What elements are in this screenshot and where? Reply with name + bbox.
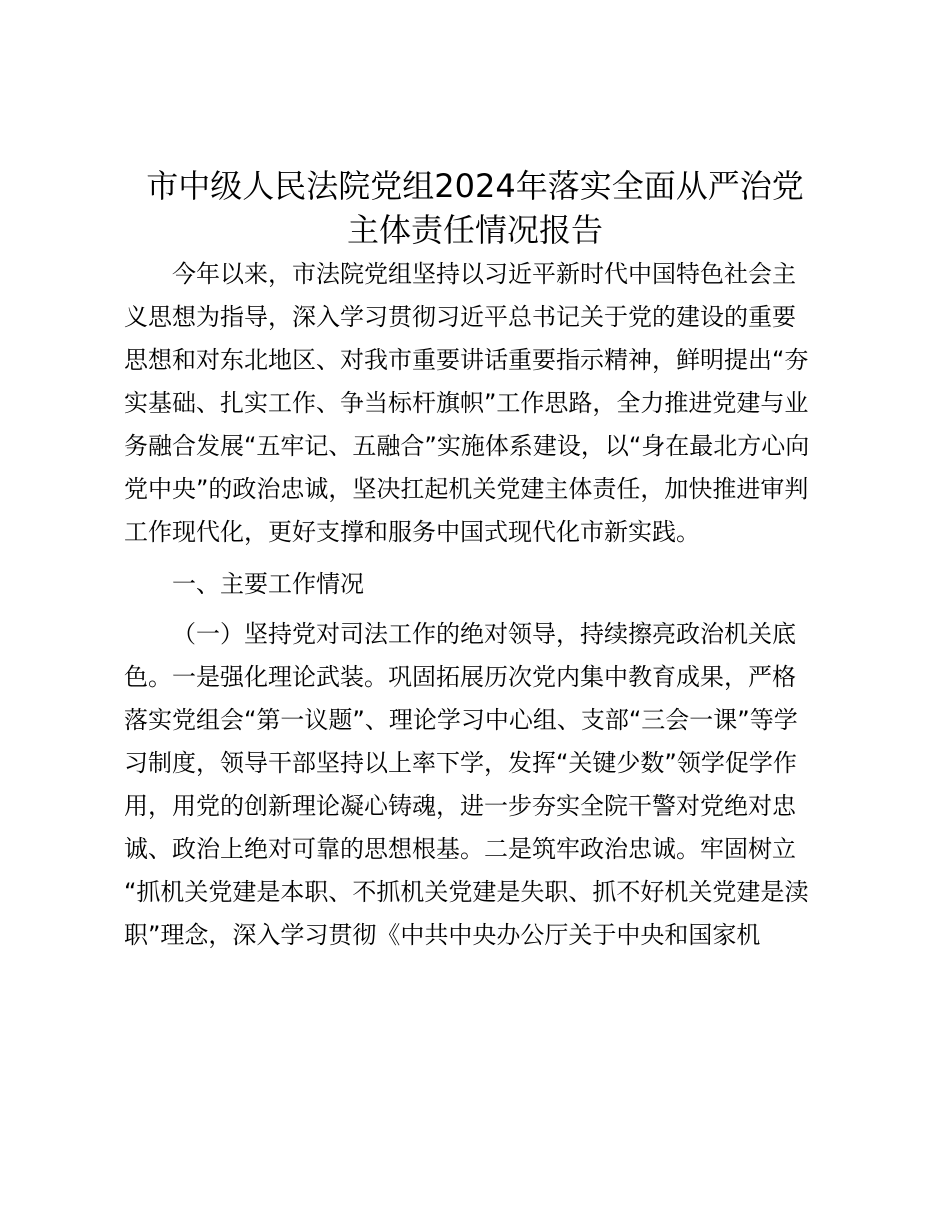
- body-text-line: 色。一是强化理论武装。巩固拓展历次党内集中教育成果，严格: [124, 663, 796, 691]
- body-text-line: 务融合发展“五牢记、五融合”实施体系建设，以“身在最北方心向: [124, 432, 810, 460]
- body-text-line: 习制度，领导干部坚持以上率下学，发挥“关键少数”领学促学作: [124, 749, 797, 777]
- subsection-heading-line: （一）坚持党对司法工作的绝对领导，持续擦亮政治机关底: [172, 620, 796, 648]
- document-title-line-2: 主体责任情况报告: [346, 211, 603, 249]
- body-text-line: 用，用党的创新理论凝心铸魂，进一步夯实全院干警对党绝对忠: [124, 792, 796, 820]
- body-text-line: 实基础、扎实工作、争当标杆旗帜”工作思路，全力推进党建与业: [124, 389, 809, 417]
- body-text-line: 诚、政治上绝对可靠的思想根基。二是筑牢政治忠诚。牢固树立: [124, 835, 796, 863]
- document-title-line-1: 市中级人民法院党组2024年落实全面从严治党: [146, 167, 804, 205]
- body-text-line: 党中央”的政治忠诚，坚决扛起机关党建主体责任，加快推进审判: [124, 475, 809, 503]
- body-text-line: “抓机关党建是本职、不抓机关党建是失职、抓不好机关党建是渎: [124, 878, 809, 906]
- body-text-line: 落实党组会“第一议题”、理论学习中心组、支部“三会一课”等学: [124, 706, 798, 734]
- body-text-line: 今年以来，市法院党组坚持以习近平新时代中国特色社会主: [172, 260, 796, 288]
- body-text-line: 工作现代化，更好支撑和服务中国式现代化市新实践。: [124, 518, 700, 546]
- body-text-line: 义思想为指导，深入学习贯彻习近平总书记关于党的建设的重要: [124, 303, 796, 331]
- section-heading: 一、主要工作情况: [172, 570, 364, 598]
- body-text-line: 思想和对东北地区、对我市重要讲话重要指示精神，鲜明提出“夯: [124, 346, 809, 374]
- body-text-line: 职”理念，深入学习贯彻《中共中央办公厅关于中央和国家机: [124, 921, 761, 949]
